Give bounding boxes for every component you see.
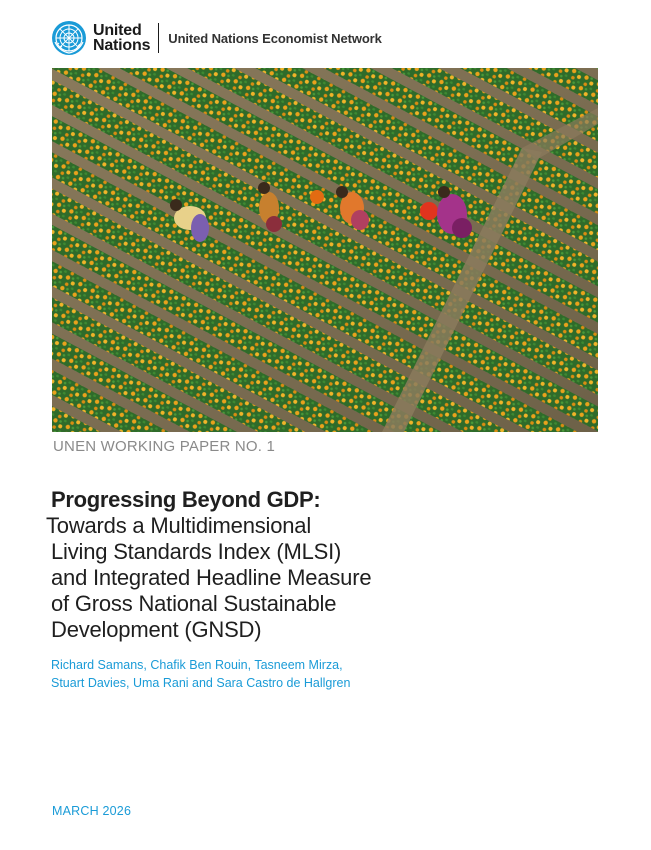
subtitle-line: and Integrated Headline Measure [51,565,372,590]
paper-title: Progressing Beyond GDP: [51,487,321,512]
un-emblem-icon [51,20,87,56]
authors [51,656,350,692]
title-block [46,486,470,643]
header-divider [158,23,159,53]
authors-line: Stuart Davies, Uma Rani and Sara Castro de Hallgren [51,676,351,690]
org-name-line2: Nations [93,37,151,54]
cover-photo-image [52,68,598,432]
network-name: United Nations Economist Network [168,30,382,46]
un-wordmark [93,23,150,53]
authors-line: Richard Samans, Chafik Ben Rouin, Tasneem Mirza, [51,658,343,672]
subtitle-line: of Gross National Sustainable [51,591,337,616]
subtitle-line: Towards a Multidimensional [46,513,312,538]
org-name-line1: United [93,22,142,39]
header [51,20,382,56]
publication-date: MARCH 2026 [52,804,132,818]
subtitle-line: Living Standards Index (MLSI) [51,539,342,564]
subtitle-line: Development (GNSD) [51,617,262,642]
paper-series-label: UNEN WORKING PAPER NO. 1 [53,438,276,455]
